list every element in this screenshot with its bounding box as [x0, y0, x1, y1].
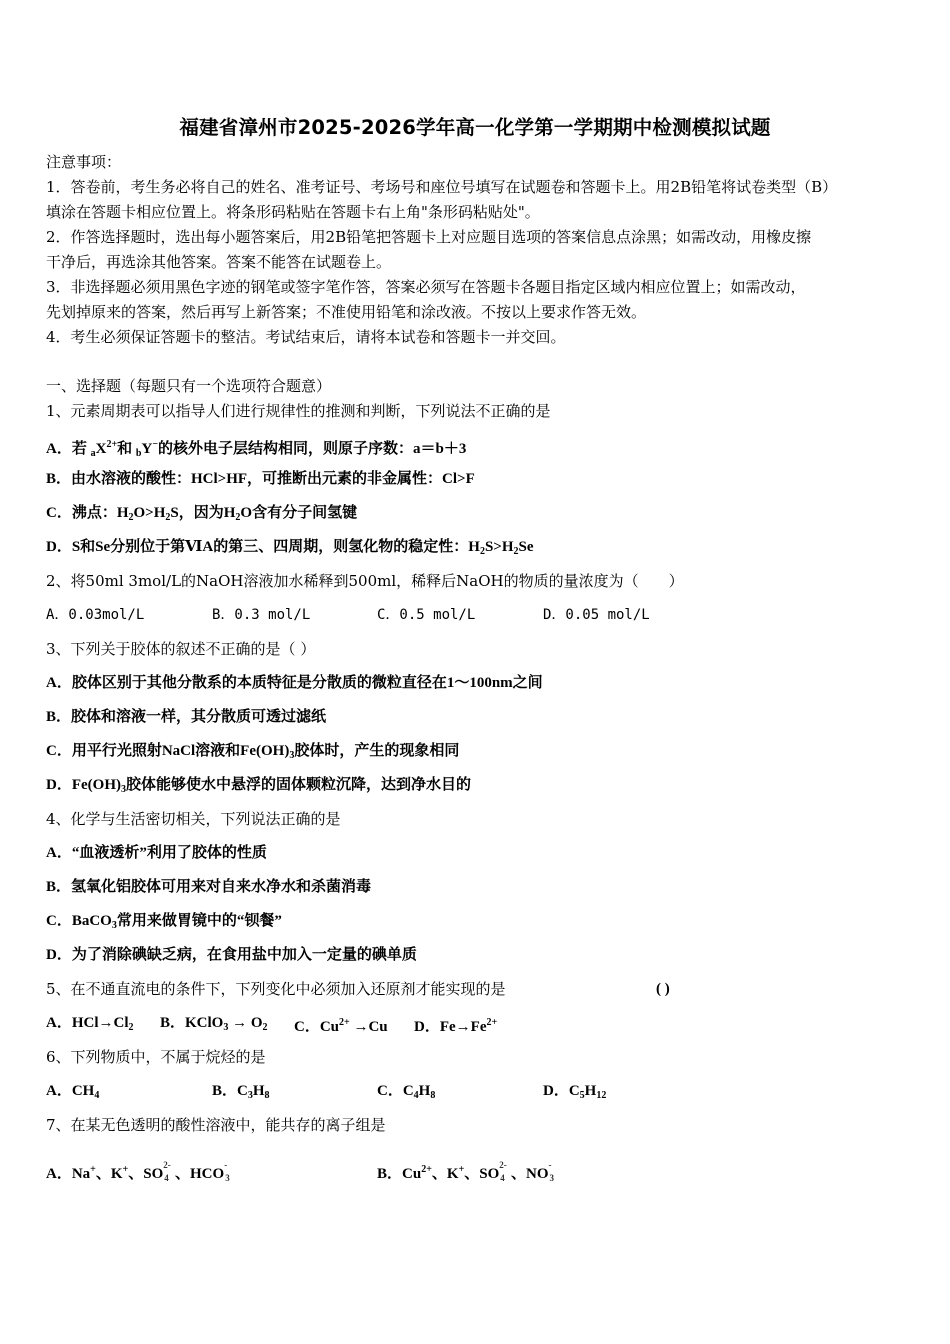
notice-line-2: 填涂在答题卡相应位置上。将条形码粘贴在答题卡右上角"条形码粘贴处"。: [46, 203, 540, 221]
question-2-stem: 2、将50ml 3mol/L的NaOH溶液加水稀释到500ml，稀释后NaOH的物质的量浓度为（ ）: [46, 572, 684, 590]
question-6-option-c: C．$C_4H_8$: [377, 1083, 436, 1101]
notice-line-4: 干净后，再选涂其他答案。答案不能答在试题卷上。: [46, 253, 392, 271]
question-1-option-d: D．S和Se分别位于第ⅥA的第三、四周期，则氢化物的稳定性：$H_2S>H_2Se$: [46, 539, 534, 557]
question-5-answer-paren: ( ): [656, 981, 670, 997]
question-5-option-b: B．KClO$_3$ → $O_2$: [160, 1015, 268, 1033]
question-3-option-b: B．胶体和溶液一样，其分散质可透过滤纸: [46, 709, 327, 725]
question-6-option-d: D．$C_5H_{12}$: [543, 1083, 607, 1101]
question-7-option-b: B．$Cu^{2+}$、K+、SO 2- 4 、NO - 3: [377, 1159, 555, 1183]
question-1-option-a: A．若 $_aX^{2+}$和 $_b$Y−的核外电子层结构相同，则原子序数：a＝b＋3: [46, 439, 467, 459]
section-heading: 一、选择题（每题只有一个选项符合题意）: [46, 377, 332, 395]
question-2-option-d: D．0.05 mol/L: [543, 607, 650, 623]
question-4-option-a: A．“血液透析”利用了胶体的性质: [46, 845, 267, 861]
question-1-stem: 1、元素周期表可以指导人们进行规律性的推测和判断，下列说法不正确的是: [46, 402, 551, 420]
question-2-option-b: B．0.3 mol/L: [212, 607, 311, 623]
notice-line-5: 3．非选择题必须用黑色字迹的钢笔或签字笔作答，答案必须写在答题卡各题目指定区域内相应位置上；如需改动，: [46, 278, 806, 296]
question-5-option-c: C．$Cu^{2+} \to Cu$: [294, 1017, 388, 1035]
question-6-option-b: B．$C_3H_8$: [212, 1083, 270, 1101]
notice-heading: 注意事项：: [46, 153, 122, 171]
question-1-option-c: C．沸点：$H_2O>H_2S$，因为$H_2O$含有分子间氢键: [46, 505, 358, 523]
question-4-option-d: D．为了消除碘缺乏病，在食用盐中加入一定量的碘单质: [46, 947, 417, 963]
question-2-option-c: C．0.5 mol/L: [377, 607, 476, 623]
question-3-option-a: A．胶体区别于其他分散系的本质特征是分散质的微粒直径在1～100nm之间: [46, 675, 543, 691]
notice-line-3: 2．作答选择题时，选出每小题答案后，用2B铅笔把答题卡上对应题目选项的答案信息点涂黑；如需改动，用橡皮擦: [46, 228, 812, 246]
question-6-stem: 6、下列物质中，不属于烷烃的是: [46, 1048, 266, 1066]
question-4-option-b: B．氢氧化铝胶体可用来对自来水净水和杀菌消毒: [46, 879, 372, 895]
question-6-option-a: A．$CH_4$: [46, 1083, 100, 1101]
question-1-option-b: B．由水溶液的酸性：HCl>HF，可推断出元素的非金属性：Cl>F: [46, 471, 475, 487]
notice-line-7: 4．考生必须保证答题卡的整洁。考试结束后，请将本试卷和答题卡一并交回。: [46, 328, 566, 346]
question-3-option-d: D．$Fe(OH)_3$胶体能够使水中悬浮的固体颗粒沉降，达到净水目的: [46, 777, 471, 795]
question-4-option-c: C．BaCO$_3$常用来做胃镜中的“钡餐”: [46, 913, 282, 931]
question-7-option-a: A．Na+、K+、SO 2- 4 、HCO - 3: [46, 1159, 230, 1183]
question-3-option-c: C．用平行光照射NaCl溶液和$Fe(OH)_3$胶体时，产生的现象相同: [46, 743, 460, 761]
notice-line-6: 先划掉原来的答案，然后再写上新答案；不准使用铅笔和涂改液。不按以上要求作答无效。: [46, 303, 647, 321]
question-5-option-a: A．$HCl\to Cl_2$: [46, 1015, 134, 1033]
question-2-option-a: A．0.03mol/L: [46, 607, 145, 623]
question-5-stem: 5、在不通直流电的条件下，下列变化中必须加入还原剂才能实现的是: [46, 980, 506, 998]
page-title: 福建省漳州市2025-2026学年高一化学第一学期期中检测模拟试题: [179, 116, 771, 139]
question-5-option-d: D．$Fe\to Fe^{2+}$: [414, 1017, 498, 1035]
question-4-stem: 4、化学与生活密切相关，下列说法正确的是: [46, 810, 341, 828]
question-3-stem: 3、下列关于胶体的叙述不正确的是（ ）: [46, 640, 316, 658]
notice-line-1: 1．答卷前，考生务必将自己的姓名、准考证号、考场号和座位号填写在试题卷和答题卡上。用2B铅笔将试卷类型（B）: [46, 178, 838, 196]
question-7-stem: 7、在某无色透明的酸性溶液中，能共存的离子组是: [46, 1116, 386, 1134]
